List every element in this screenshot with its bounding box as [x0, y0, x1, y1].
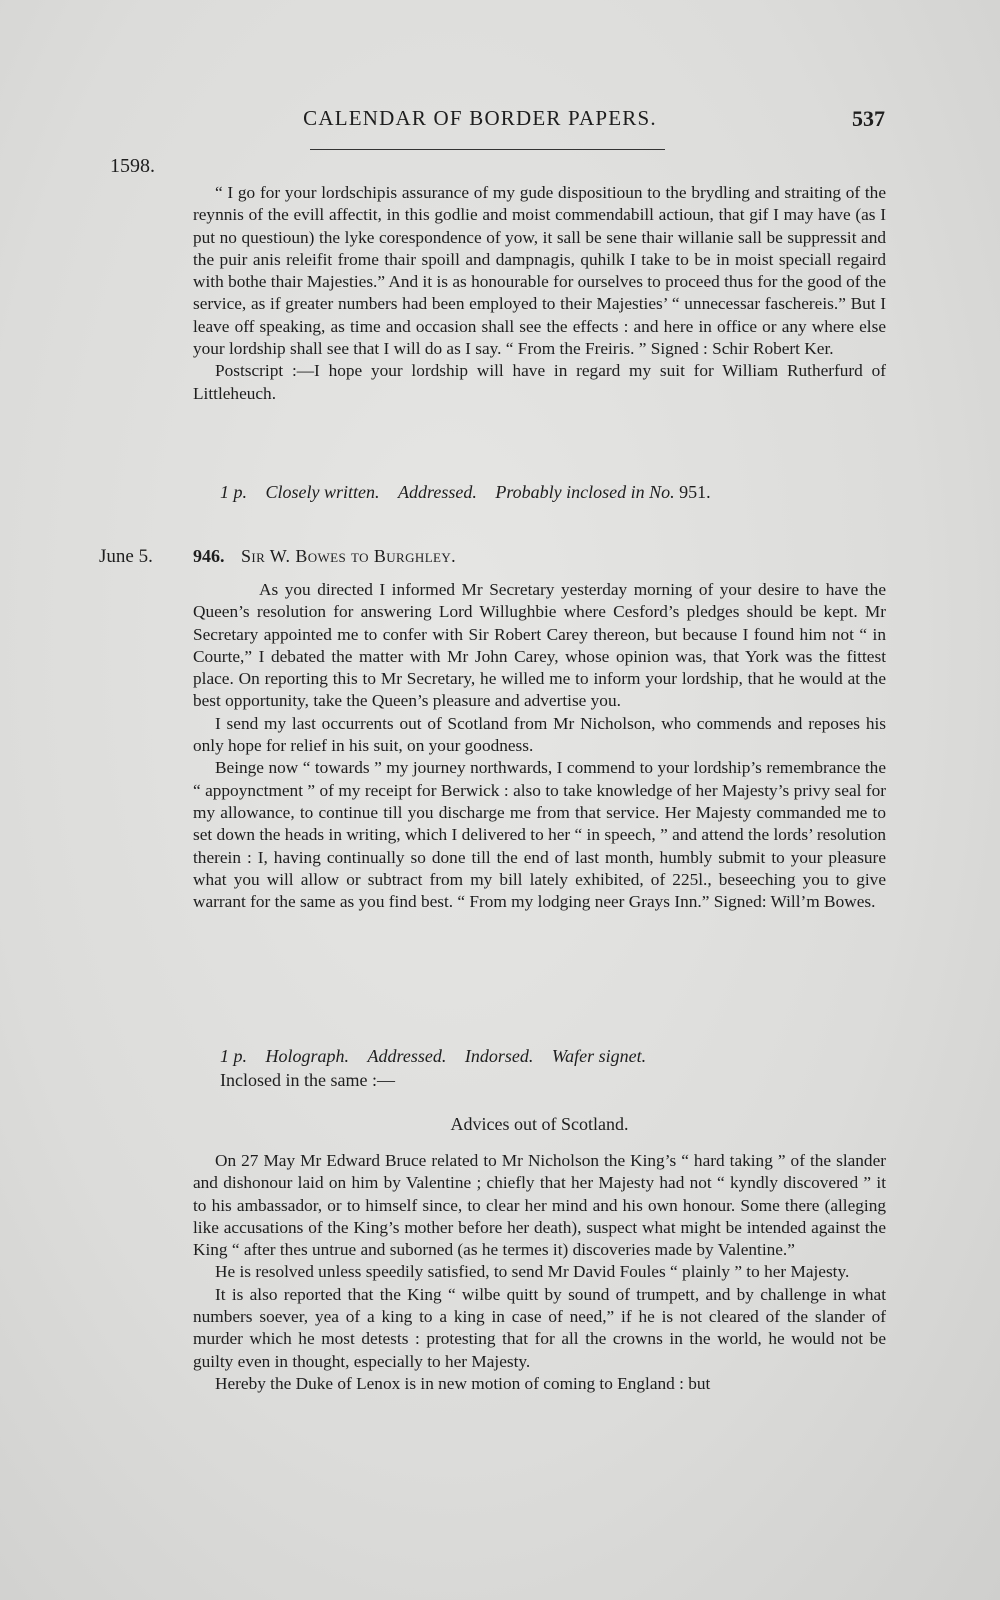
note-indorsed: Indorsed. — [464, 1046, 534, 1066]
note-pages: 1 p. — [220, 1046, 247, 1066]
paragraph: On 27 May Mr Edward Bruce related to Mr Nicholson the King’s “ hard taking ” of the slander and dishonour laid on him by Valentine ; chiefly that her Majesty had not “ kyndly discovered ” it to his ambassador, or to himself since, to clear her mind and his own honour. Some there (alleging like accusations of the King’s mother before her death), suspect what might be intended against the King “ after thes untrue and suborned (as he termes it) discoveries made by Valentine.” — [193, 1151, 886, 1260]
advices-body — [193, 1150, 886, 1395]
paragraph: Beinge now “ towards ” my journey northwards, I commend to your lordship’s remembrance the “ appoynctment ” of my receipt for Berwick : also to take knowledge of her Majesty’s privy seal for my allowance, to continue till you discharge me from that service. Her Majesty commanded me to set down the heads in writing, which I delivered to her “ in speech, ” and attend the lords’ resolution therein : I, having continually so done till the end of last month, humbly submit to your pleasure what you will allow or subtract from my bill lately exhibited, of 225l., beseeching you to give warrant for the same as you find best. “ From my lodging neer Grays Inn.” Signed: Will’m Bowes. — [193, 758, 886, 912]
entry-number: 946. — [193, 546, 225, 566]
letter-945-note — [220, 482, 711, 503]
entry-heading — [193, 546, 456, 567]
note-addressed: Addressed. — [398, 482, 477, 502]
section-title: Advices out of Scotland. — [450, 1114, 629, 1134]
note-holograph: Holograph. — [265, 1046, 350, 1066]
letter-946-body — [193, 579, 886, 913]
entry-title: Sir W. Bowes to Burghley. — [241, 546, 457, 566]
letter-946-note — [220, 1046, 646, 1067]
paragraph: As you directed I informed Mr Secretary yesterday morning of your desire to have the Queen’s resolution for answering Lord Willughbie where Cesford’s pledges should be kept. Mr Secretary appointed me to confer with Sir Robert Carey thereon, but because I found him not “ in Courte,” I debated the matter with Mr John Carey, whose opinion was, that York was the fittest place. On reporting this to Mr Secretary, he willed me to inform your lordship, that he would at the best opportunity, take the Queen’s pleasure and advertise you. — [193, 580, 886, 711]
paragraph: Postscript :—I hope your lordship will have in regard my suit for William Rutherfurd of Littleheuch. — [193, 361, 886, 403]
note-desc: Closely written. — [265, 482, 380, 502]
paragraph: “ I go for your lordschipis assurance of my gude dispositioun to the brydling and straiting of the reynnis of the evill affectit, in this godlie and moist commendabill actioun, that gif I may have (as I put no questioun) the lyke corespondence of yow, it sall be sene thair willanie sall be suppressit and the puir anis releifit frome thair spoill and dampnagis, quhilk I take to be in moist speciall regaird with bothe thair Majesties.” And it is as honourable for ourselves to proceed thus for the good of the service, as if greater numbers had been employed to their Majesties’ “ unnecessar faschereis.” But I leave off speaking, as time and occasion shall see the effects : and here in office or any where else your lordship shall see that I will do as I say. “ From the Freiris. ” Signed : Schir Robert Ker. — [193, 183, 886, 359]
note-addressed: Addressed. — [367, 1046, 447, 1066]
margin-year: 1598. — [110, 155, 155, 177]
page-number: 537 — [852, 106, 885, 131]
note-signet: Wafer signet. — [551, 1046, 647, 1066]
running-header-title: CALENDAR OF BORDER PAPERS. — [303, 106, 657, 130]
paragraph: Hereby the Duke of Lenox is in new motion of coming to England : but — [215, 1373, 711, 1393]
inclosed-line: Inclosed in the same :— — [220, 1070, 395, 1090]
paragraph: I send my last occurrents out of Scotland from Mr Nicholson, who commends and reposes his only hope for relief in his suit, on your goodness. — [193, 713, 886, 756]
letter-945-body — [193, 182, 886, 405]
note-pages: 1 p. — [220, 482, 247, 502]
paragraph: He is resolved unless speedily satisfied, to send Mr David Foules “ plainly ” to her Majesty. — [215, 1262, 850, 1282]
note-inclosure-no: 951. — [679, 482, 711, 502]
margin-date: June 5. — [99, 546, 153, 567]
note-inclosure: Probably inclosed in No. — [495, 482, 675, 502]
paragraph: It is also reported that the King “ wilbe quitt by sound of trumpett, and by challenge in what numbers soever, yea of a king to a king in case of need,” if he is not cleared of the slander of murder which he most detests : protesting that for all the crowns in the world, he would not be guilty even in thought, especially to her Majesty. — [193, 1284, 886, 1371]
header-rule — [310, 149, 665, 150]
